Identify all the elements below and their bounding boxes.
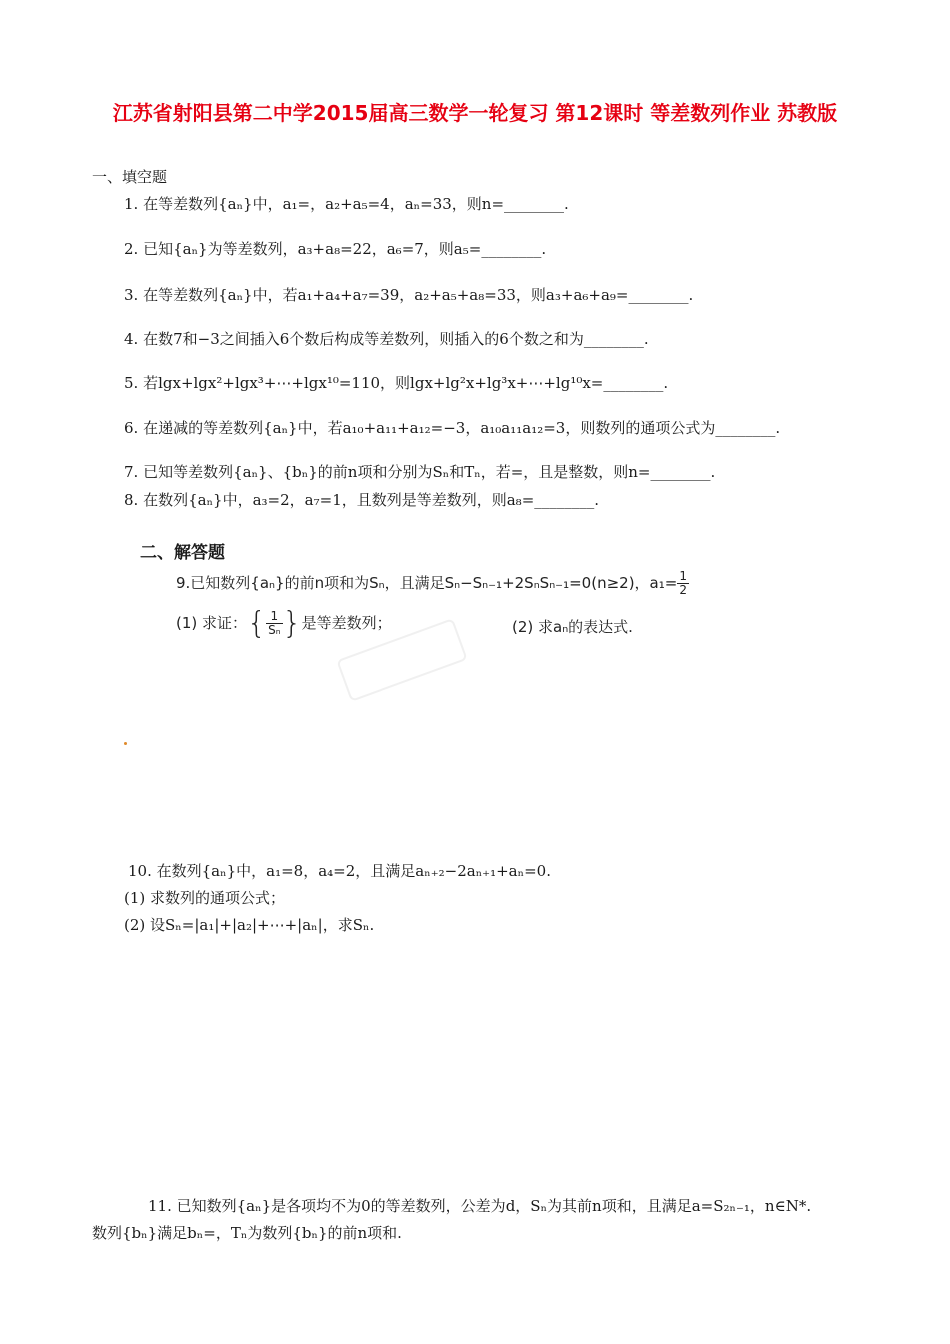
question-11-line-2: 数列{bₙ}满足bₙ=，Tₙ为数列{bₙ}的前n项和.: [92, 1224, 402, 1242]
document-title: 江苏省射阳县第二中学2015届高三数学一轮复习 第12课时 等差数列作业 苏教版: [112, 101, 838, 125]
question-2: 2. 已知{aₙ}为等差数列，a₃+a₈=22，a₆=7，则a₅=________.: [124, 240, 547, 258]
question-6: 6. 在递减的等差数列{aₙ}中，若a₁₀+a₁₁+a₁₂=−3，a₁₀a₁₁a₁₂=3，则数列的通项公式为________.: [124, 419, 781, 437]
question-4: 4. 在数7和−3之间插入6个数后构成等差数列，则插入的6个数之和为________.: [124, 330, 649, 348]
question-11-line-1: 11. 已知数列{aₙ}是各项均不为0的等差数列，公差为d，Sₙ为其前n项和，且满足a=S₂ₙ₋₁，n∈N*.: [148, 1197, 812, 1215]
question-8: 8. 在数列{aₙ}中，a₃=2，a₇=1，且数列是等差数列，则a₈=________.: [124, 491, 600, 509]
fraction-numerator: 1: [266, 610, 282, 624]
question-5: 5. 若lgx+lgx²+lgx³+⋯+lgx¹⁰=110，则lgx+lg²x+lg³x+⋯+lg¹⁰x=________.: [124, 374, 669, 392]
question-9-stem: [176, 570, 689, 597]
question-9-part-1-prefix: (1) 求证：: [176, 614, 248, 632]
question-10-part-1: (1) 求数列的通项公式；: [124, 889, 286, 907]
stray-dot: [124, 742, 127, 745]
section-fill-in-blank: 一、填空题: [92, 168, 168, 186]
fraction-denominator: Sₙ: [268, 623, 281, 637]
fraction-a1: [677, 570, 689, 597]
fraction-1-over-sn: [266, 610, 282, 637]
right-brace: }: [282, 606, 302, 641]
fraction-a1-numerator: 1: [679, 569, 687, 583]
question-9-part-1-suffix: 是等差数列；: [301, 614, 392, 632]
left-brace: {: [247, 606, 267, 641]
fraction-a1-denominator: 2: [679, 583, 687, 597]
question-9-stem-text: 9.已知数列{aₙ}的前n项和为Sₙ，且满足Sₙ−Sₙ₋₁+2SₙSₙ₋₁=0(n≥2)，a₁=: [176, 574, 678, 592]
section-solution: 二、解答题: [140, 543, 225, 563]
question-10-part-2: (2) 设Sₙ=|a₁|+|a₂|+⋯+|aₙ|，求Sₙ.: [124, 916, 375, 934]
question-3: 3. 在等差数列{aₙ}中，若a₁+a₄+a₇=39，a₂+a₅+a₈=33，则a₃+a₆+a₉=________.: [124, 286, 694, 304]
question-9-part-1: [176, 606, 392, 641]
question-10-stem: 10. 在数列{aₙ}中，a₁=8，a₄=2，且满足aₙ₊₂−2aₙ₊₁+aₙ=0.: [128, 862, 551, 880]
question-7: 7. 已知等差数列{aₙ}、{bₙ}的前n项和分别为Sₙ和Tₙ，若=，且是整数，则n=________.: [124, 463, 716, 481]
question-9-part-2: (2) 求aₙ的表达式.: [512, 618, 633, 636]
question-1: 1. 在等差数列{aₙ}中，a₁=，a₂+a₅=4，aₙ=33，则n=________.: [124, 195, 569, 213]
